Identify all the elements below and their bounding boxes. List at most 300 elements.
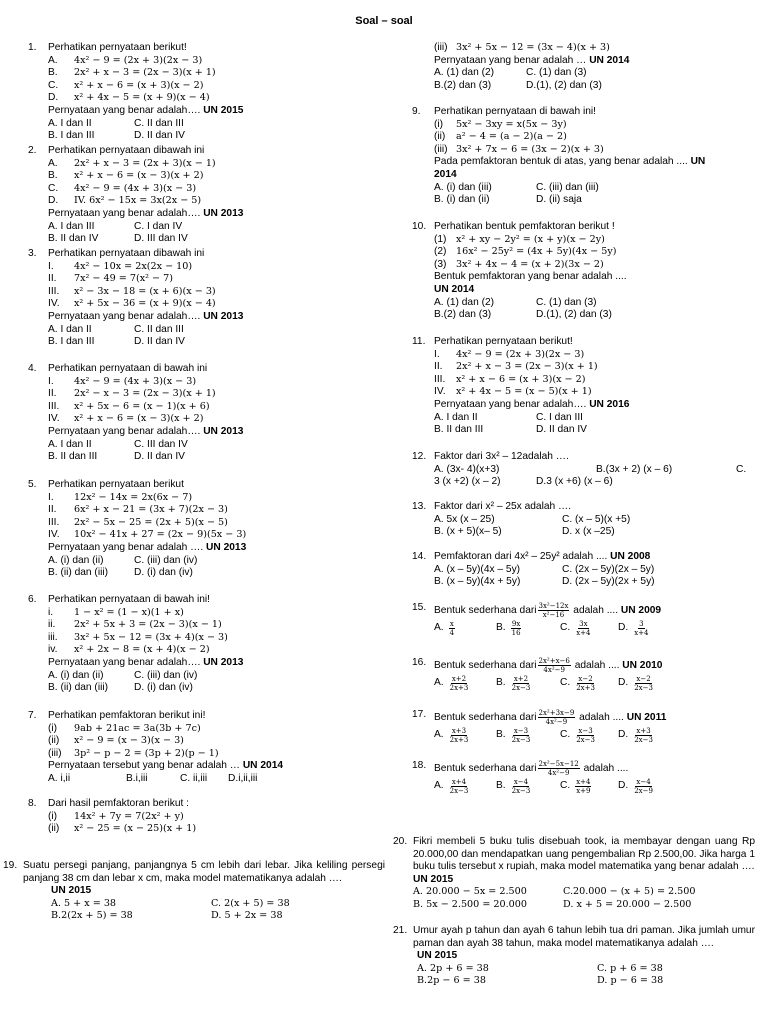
question-line (48, 92, 243, 105)
question-text: Pernyataan yang benar adalah…. (48, 104, 204, 116)
answer-option: A. (i) dan (iii) (434, 181, 492, 193)
question-number: 20. (393, 836, 408, 847)
question-text: adalah .... (571, 660, 623, 672)
answer-options (51, 910, 385, 923)
item-label: ii. (48, 619, 56, 631)
fraction-numerator: 3 (639, 620, 644, 628)
answer-option (434, 675, 470, 692)
answer-option: B. II dan IV (48, 233, 99, 245)
exam-year: UN 2014 (434, 283, 475, 295)
answer-option: D. x (x –25) (562, 526, 615, 538)
fraction-denominator: 16 (511, 629, 521, 637)
question-line (434, 284, 627, 297)
option-label: C. (560, 677, 571, 689)
item-label: II. (48, 273, 57, 285)
exam-year: UN 2011 (626, 712, 667, 724)
fraction-numerator: x−3 (513, 727, 529, 735)
answer-option: D. (i) dan (iv) (134, 682, 193, 694)
question-text: adalah .... (576, 712, 627, 724)
answer-option: A. 20.000 − 5x = 2.500 (413, 886, 527, 898)
question-number: 5. (28, 479, 37, 490)
option-label: D. (618, 780, 629, 792)
fraction-denominator: x+9 (576, 787, 591, 795)
page-title: Soal – soal (355, 15, 413, 27)
answer-options (434, 576, 655, 589)
math-expression: 2x² + x − 3 = (2x + 3)(x − 1) (74, 157, 216, 169)
question-text: Bentuk pemfaktoran yang benar adalah .... (434, 271, 627, 283)
answer-option: D. II dan IV (134, 336, 185, 348)
question-line (434, 657, 662, 675)
fraction-denominator: 2x−3 (634, 684, 653, 692)
question-text: Pemfaktoran dari 4x² – 25y² adalah .... (434, 551, 611, 562)
math-expression: x² − 3x − 18 = (x + 6)(x − 3) (74, 285, 216, 297)
option-label: D. (618, 622, 629, 634)
item-label: III. (48, 516, 60, 528)
question-number: 16. (412, 657, 427, 668)
answer-option: A. (3x- 4)(x+3) (434, 463, 500, 475)
question-number: 4. (28, 363, 37, 374)
fraction (538, 657, 571, 674)
answer-option: A. (i) dan (ii) (48, 554, 104, 566)
fraction (538, 602, 570, 619)
fraction (511, 620, 522, 637)
item-label: II. (48, 388, 57, 400)
question-body (434, 602, 661, 640)
question-line (48, 363, 243, 376)
question-line (434, 361, 629, 374)
question-number: 7. (28, 710, 37, 721)
question-text: Pernyataan tersebut yang benar adalah … (48, 760, 243, 772)
option-label: D. (618, 677, 629, 689)
option-label: B. (496, 729, 506, 741)
math-expression: 1 − x² = (1 − x)(1 + x) (74, 606, 184, 618)
question-text: Bentuk sederhana dari (434, 763, 537, 775)
question-line (48, 195, 243, 208)
answer-options (413, 886, 755, 899)
question-text: Bentuk sederhana dari (434, 660, 537, 672)
fraction (633, 727, 654, 744)
fraction (538, 760, 580, 777)
question-line (434, 259, 627, 272)
fraction-numerator: x+3 (451, 727, 467, 735)
answer-option: B.2(2x + 5) = 38 (51, 910, 133, 922)
math-expression: 2x² + 5x + 3 = (2x − 3)(x − 1) (74, 619, 222, 631)
question-number: 14. (412, 551, 427, 562)
fraction (633, 778, 654, 795)
question-text: Pada pemfaktoran bentuk di atas, yang benar adalah .... (434, 156, 691, 168)
question-line (48, 55, 243, 68)
question-line (434, 42, 629, 55)
question-text: Faktor dari x² – 25x adalah …. (434, 501, 572, 512)
question-number: 8. (28, 798, 37, 809)
math-expression: x² + x − 6 = (x + 3)(x − 2) (456, 373, 586, 385)
question-text: Pernyataan yang benar adalah…. (434, 398, 590, 410)
answer-options (434, 620, 661, 640)
math-expression: x² + 2x − 8 = (x + 4)(x − 2) (74, 644, 210, 656)
question-line (48, 248, 243, 261)
fraction (511, 727, 532, 744)
answer-options (48, 773, 283, 786)
answer-option: C. (2x – 5y)(2x – 5y) (562, 563, 655, 575)
fraction-numerator: x−4 (513, 778, 529, 786)
item-label: (2) (434, 246, 447, 258)
fraction-denominator: 2x+3 (576, 684, 595, 692)
item-label: II. (434, 361, 443, 373)
exam-year: UN 2009 (620, 605, 662, 617)
answer-options (48, 670, 243, 683)
exam-year: UN 2015 (413, 873, 454, 885)
item-label: (iii) (48, 747, 62, 759)
math-expression: x² − 25 = (x − 25)(x + 1) (74, 823, 197, 835)
exam-year: UN (690, 156, 706, 168)
question-body (48, 479, 246, 580)
question-line (434, 246, 627, 259)
answer-option: D. II dan IV (536, 424, 587, 436)
exam-year: UN 2015 (51, 885, 92, 897)
answer-options (434, 424, 629, 437)
question-number: 3. (28, 248, 37, 259)
question-line (48, 479, 246, 492)
fraction-numerator: x−4 (636, 778, 651, 786)
question-line (434, 55, 629, 68)
item-label: (i) (48, 722, 58, 734)
question-line (434, 760, 628, 778)
question-text: Dari hasil pemfaktoran berikut : (48, 798, 189, 809)
answer-option: C. (1) dan (3) (526, 67, 587, 79)
item-label: I. (48, 375, 54, 387)
fraction-denominator: 2x−3 (511, 684, 531, 692)
item-label: (ii) (48, 823, 60, 835)
question-line (48, 426, 243, 439)
fraction (449, 727, 470, 744)
answer-option: B. 5x − 2.500 = 20.000 (413, 898, 527, 910)
question-text: Perhatikan pernyataan berikut (48, 479, 184, 490)
item-label: III. (434, 373, 446, 385)
question-line (48, 735, 283, 748)
answer-option: C. III dan IV (134, 438, 188, 450)
answer-options (434, 67, 629, 80)
question-line (48, 632, 243, 645)
question-body (48, 248, 243, 349)
answer-option: B. (x – 5y)(4x + 5y) (434, 576, 521, 588)
answer-option: B. I dan III (48, 336, 95, 348)
option-label: B. (496, 622, 506, 634)
answer-options (48, 439, 243, 452)
question-number: 21. (393, 925, 408, 936)
question-body (413, 925, 755, 988)
answer-option (496, 675, 532, 692)
fraction-denominator: x²−16 (542, 611, 565, 619)
item-label: II. (48, 504, 57, 516)
math-expression: 2x² + x − 3 = (2x − 3)(x + 1) (74, 67, 216, 79)
answer-option: D. (2x – 5y)(2x + 5y) (562, 576, 655, 588)
question-text: Perhatikan pernyataan berikut! (48, 42, 187, 53)
fraction (633, 620, 649, 637)
answer-option: C. (1) dan (3) (536, 296, 597, 308)
answer-option (560, 620, 592, 637)
question-number: 12. (412, 451, 427, 462)
question-text: Suatu persegi panjang, panjangnya 5 cm lebih dari lebar. Jika keliling persegi panjang 38 cm dan lebar x cm, maka model matematikanya adalah …. (23, 860, 385, 884)
math-expression: 7x² − 49 = 7(x² − 7) (74, 273, 173, 285)
answer-option: A. 5x (x – 25) (434, 513, 495, 525)
answer-option: D.i,ii,iii (228, 772, 258, 784)
question-line (48, 376, 243, 389)
fraction (575, 727, 596, 744)
math-expression: 4x² − 10x = 2x(2x − 10) (74, 260, 193, 272)
fraction-numerator: x (449, 620, 454, 628)
question-line (48, 183, 243, 196)
fraction-denominator: 2x+3 (449, 736, 469, 744)
answer-option: A. (1) dan (2) (434, 67, 495, 79)
answer-options (434, 412, 629, 425)
fraction (633, 675, 654, 692)
math-expression: 2x² − 5x − 25 = (2x + 5)(x − 5) (74, 516, 228, 528)
question-body (48, 145, 243, 246)
item-label: I. (48, 260, 54, 272)
option-label: B. (496, 677, 506, 689)
answer-option (618, 675, 655, 692)
question-line (48, 760, 283, 773)
question-body (434, 221, 627, 322)
answer-option (496, 620, 523, 637)
answer-option: A. (i) dan (ii) (48, 669, 104, 681)
question-line (48, 105, 243, 118)
math-expression: x² + x − 6 = (x + 3)(x − 2) (74, 79, 204, 91)
answer-options (48, 336, 243, 349)
exam-year: UN 2014 (242, 760, 284, 772)
math-expression: 14x² + 7y = 7(2x² + y) (74, 810, 184, 822)
math-expression: 2x² + x − 3 = (2x − 3)(x + 1) (456, 361, 598, 373)
question-text: Perhatikan pernyataan di bawah ini (48, 363, 208, 374)
fraction (575, 620, 591, 637)
question-line (48, 401, 243, 414)
answer-option: A. I dan II (48, 323, 92, 335)
fraction (449, 778, 470, 795)
item-label: (ii) (434, 131, 446, 143)
answer-option: B.i,iii (126, 772, 148, 784)
answer-option: D. III dan IV (134, 233, 188, 245)
item-label: III. (48, 285, 60, 297)
fraction-numerator: 3x²−12x (538, 602, 569, 610)
answer-options (434, 513, 631, 527)
option-label: D. (618, 729, 629, 741)
answer-option: C. II dan III (134, 323, 184, 335)
answer-option: B. (ii) dan (iii) (48, 682, 109, 694)
exam-year: UN 2013 (203, 310, 244, 322)
question-number: 18. (412, 760, 427, 771)
answer-options (434, 526, 615, 539)
math-expression: 16x² − 25y² = (4x + 5y)(4x − 5y) (456, 246, 617, 258)
answer-option: D.(1), (2) dan (3) (536, 309, 612, 321)
question-line (434, 602, 661, 620)
math-expression: x² + x − 6 = (x − 3)(x + 2) (74, 413, 204, 425)
fraction-numerator: x−2 (636, 675, 651, 683)
exam-year: UN 2013 (203, 207, 244, 219)
question-body (23, 860, 385, 923)
question-line (48, 657, 243, 670)
question-text: Pernyataan yang benar adalah …. (48, 541, 207, 553)
fraction-denominator: 4 (449, 629, 455, 637)
fraction-denominator: 4x²−9 (547, 769, 570, 777)
question-line (48, 261, 243, 274)
answer-option: B. II dan III (48, 451, 98, 463)
question-line (48, 311, 243, 324)
math-expression: 9ab + 21ac = 3a(3b + 7c) (74, 722, 201, 734)
answer-option: D. (i) dan (iv) (134, 567, 193, 579)
question-body (48, 594, 243, 695)
exam-year: UN 2010 (622, 660, 663, 672)
math-expression: x² + 5x − 6 = (x − 1)(x + 6) (74, 400, 210, 412)
answer-options (434, 297, 627, 310)
answer-option: C.20.000 − (x + 5) = 2.500 (563, 886, 696, 898)
option-label: A. (434, 622, 444, 634)
question-number: 10. (412, 221, 427, 232)
question-body (48, 710, 283, 786)
item-label: A. (48, 54, 58, 66)
exam-year: UN 2013 (203, 656, 244, 668)
question-number: 15. (412, 602, 427, 613)
answer-options (48, 555, 246, 568)
question-text: Pernyataan yang benar adalah … (434, 54, 590, 66)
question-line (48, 158, 243, 171)
question-line (434, 551, 650, 564)
answer-option: B.(2) dan (3) (434, 79, 492, 91)
math-expression: 10x² − 41x + 27 = (2x − 9)(5x − 3) (74, 529, 247, 541)
question-number: 19. (3, 860, 18, 871)
question-text: Perhatikan pemfaktoran berikut ini! (48, 710, 206, 721)
fraction-denominator: x+4 (576, 629, 591, 637)
answer-options (48, 233, 243, 246)
fraction (575, 675, 596, 692)
fraction (449, 620, 455, 637)
fraction-numerator: x+3 (636, 727, 651, 735)
question-body (434, 760, 653, 798)
question-line (48, 273, 243, 286)
question-line (434, 119, 705, 132)
question-line (434, 131, 705, 144)
answer-option: B.2p − 6 = 38 (417, 975, 486, 987)
answer-option: C. II dan III (134, 117, 184, 129)
question-body (434, 451, 747, 489)
question-body (434, 709, 666, 747)
question-body (48, 42, 243, 143)
fraction-denominator: 2x−3 (449, 787, 469, 795)
answer-option: D. x + 5 = 20.000 − 2.500 (563, 898, 692, 910)
question-line (434, 386, 629, 399)
question-text: Fikri membeli 5 buku tulis disebuah took, ia membayar dengan uang Rp 20.000,00 dan mendapatkan uang pengembalian Rp 2.500,00. Jika harga 1 buku tulis tersebut x rupiah, maka model matematika yang benar adalah …. (413, 836, 755, 873)
question-line (48, 517, 246, 530)
answer-option (618, 727, 655, 744)
answer-options (48, 451, 243, 464)
item-label: IV. (48, 413, 60, 425)
fraction-denominator: 2x−9 (634, 787, 653, 795)
fraction-numerator: x−2 (578, 675, 593, 683)
question-text: Perhatikan pernyataan berikut! (434, 336, 573, 347)
question-number: 1. (28, 42, 37, 53)
question-line (434, 169, 705, 182)
answer-option: C. (736, 463, 747, 475)
item-label: D. (48, 195, 59, 207)
question-line (434, 501, 571, 514)
answer-option: C. (iii) dan (iv) (134, 669, 198, 681)
item-label: I. (434, 348, 440, 360)
answer-options (434, 675, 662, 695)
answer-options (48, 682, 243, 695)
question-line (434, 451, 569, 464)
math-expression: x² − 9 = (x − 3)(x − 3) (74, 735, 184, 747)
question-line (48, 286, 243, 299)
answer-option (434, 620, 456, 637)
question-text: Bentuk sederhana dari (434, 605, 537, 617)
answer-option: B. (x + 5)(x– 5) (434, 526, 502, 538)
fraction-numerator: 3x (579, 620, 588, 628)
fraction-numerator: x+2 (451, 675, 467, 683)
answer-option: B. (ii) dan (iii) (48, 567, 109, 579)
answer-option (618, 778, 655, 795)
question-number: 17. (412, 709, 427, 720)
fraction-numerator: 2x²+3x−9 (538, 709, 575, 717)
answer-option: A. I dan III (48, 220, 95, 232)
fraction-denominator: 2x−3 (576, 736, 595, 744)
exam-year: UN 2016 (589, 398, 630, 410)
question-text: Perhatikan pernyataan di bawah ini! (434, 106, 596, 117)
fraction (575, 778, 591, 795)
item-label: A. (48, 157, 58, 169)
question-number: 13. (412, 501, 427, 512)
answer-option (434, 778, 470, 795)
question-line (48, 619, 243, 632)
fraction (538, 709, 576, 726)
answer-option: B. (i) dan (ii) (434, 194, 490, 206)
answer-option: 3 (x +2) (x – 2) (434, 476, 501, 488)
answer-options (434, 563, 655, 577)
answer-option (560, 675, 597, 692)
question-body (434, 501, 631, 539)
question-line (48, 644, 243, 657)
question-text: Perhatikan pernyataan di bawah ini! (48, 594, 210, 605)
answer-option (434, 727, 470, 744)
question-text: Perhatikan pernyataan dibawah ini (48, 248, 205, 259)
question-line (434, 374, 629, 387)
question-line (48, 504, 246, 517)
answer-options (48, 567, 246, 580)
question-line (434, 234, 627, 247)
item-label: (3) (434, 258, 447, 270)
answer-option: C. p + 6 = 38 (597, 962, 663, 974)
math-expression: 3x² + 4x − 4 = (x + 2)(3x − 2) (456, 258, 604, 270)
math-expression: 4x² − 9 = (4x + 3)(x − 3) (74, 182, 197, 194)
math-expression: x² + 4x − 5 = (x − 5)(x + 1) (456, 386, 592, 398)
question-line (48, 798, 196, 811)
fraction-denominator: 2x−3 (511, 787, 531, 795)
answer-option: D. II dan IV (134, 451, 185, 463)
answer-options (434, 476, 613, 489)
math-expression: x² + 5x − 36 = (x + 9)(x − 4) (74, 298, 216, 310)
answer-option (496, 778, 532, 795)
question-line (48, 67, 243, 80)
question-text: Umur ayah p tahun dan ayah 6 tahun lebih tua dri paman. Jika jumlah umur paman dan ayah 38 tahun, maka model matematikanya adalah …. (413, 925, 755, 949)
question-line (48, 542, 246, 555)
fraction-numerator: x−3 (578, 727, 593, 735)
fraction-denominator: 2x−3 (511, 736, 531, 744)
option-label: A. (434, 677, 444, 689)
answer-option: C. (x – 5)(x +5) (562, 513, 631, 525)
answer-option (560, 727, 597, 744)
question-line (48, 748, 283, 761)
answer-option: A. (1) dan (2) (434, 296, 495, 308)
answer-option: C. I dan III (536, 411, 583, 423)
item-label: IV. (434, 386, 446, 398)
